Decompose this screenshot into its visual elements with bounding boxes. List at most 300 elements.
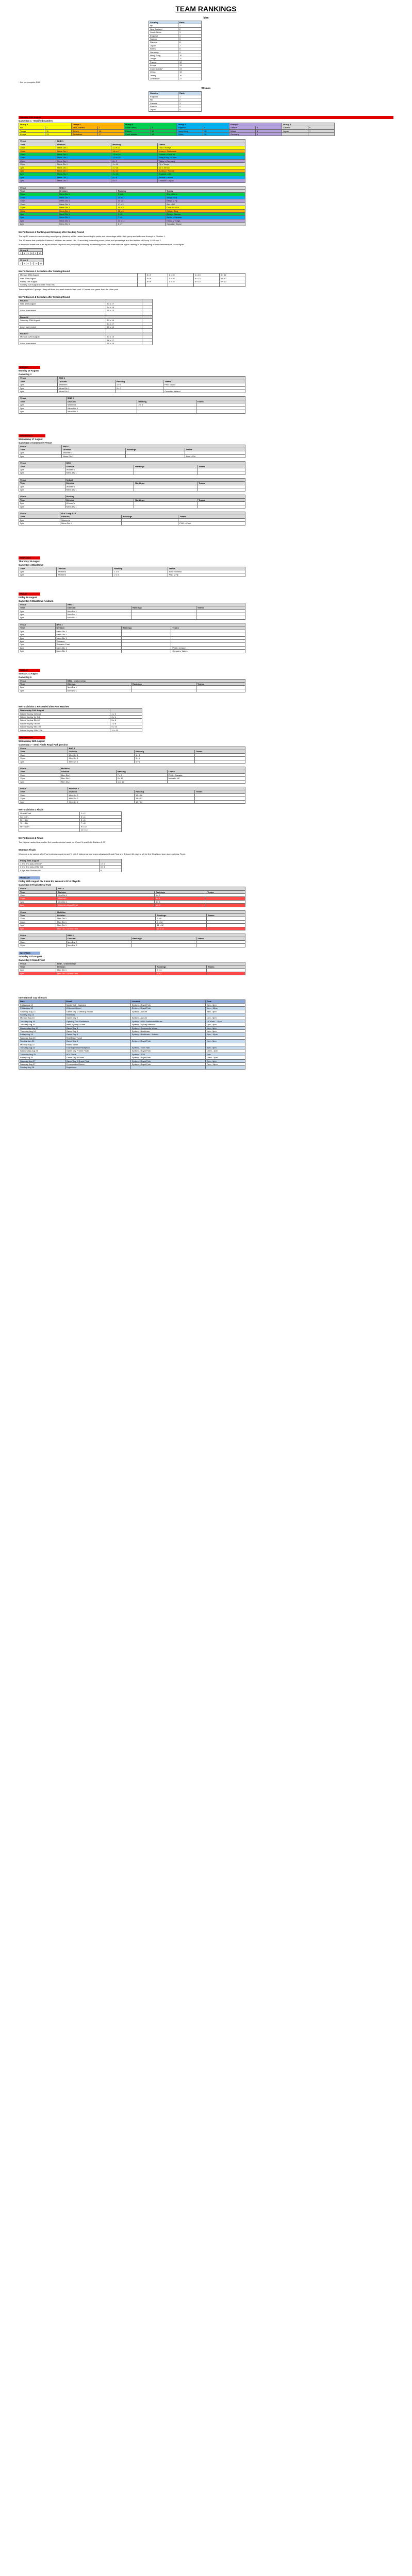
table-cell: Game Day 2 [65,1016,130,1020]
table-cell: Time [19,965,56,969]
table-cell: 12pm [19,757,68,760]
table-cell [122,522,178,525]
table-cell: Time [19,626,56,630]
table-cell: 15 v 13 [106,309,142,312]
table-cell: Mens Div 1 [58,386,116,389]
table-cell: Women's [67,403,137,406]
table-cell: 3pm [19,630,56,633]
table-cell: 15 v 14 [135,800,195,803]
table-cell: Wed 17th August [19,302,106,306]
table-cell: 14 [151,132,177,135]
table-cell: 9 v 10 [116,777,167,780]
table-cell: Monday Aug 15 [19,1016,65,1020]
table-cell: TNG v Kenya [157,146,245,149]
table-cell [207,972,245,975]
table-cell: 2pm [19,502,65,505]
ranking-section [19,230,393,266]
table-cell: Zim v NZ [166,202,245,206]
table-cell: 3pm [19,386,58,389]
table-cell: Sunday Aug 28 [19,1066,65,1069]
table-cell [196,410,245,413]
table-cell [206,904,245,907]
wednesday-sub1: Wednesday 17 August [19,437,43,440]
table-cell: Men Div 2 [68,797,135,800]
table-row [19,488,245,491]
table-cell: 10am - 4pm [205,1049,245,1053]
table-cell: Wales [229,129,256,132]
table-cell: Hong Kong v China [157,156,245,159]
table-cell: Kenya v Tonga [166,219,245,222]
table-cell: 5 v 7 [116,386,163,389]
table-cell: BND 1 [62,445,245,448]
table-cell: Venue [19,767,60,770]
reseed-heading: Men's Division 1 Re-seeded after Pool Matches [19,705,69,708]
table-cell: 11am [19,156,56,159]
table-cell: Division [65,498,134,501]
table-cell: Time [19,937,67,940]
table-cell: Multiline 2 [68,787,245,790]
table-cell: Presentation Dinner [65,1063,130,1066]
table-cell: Venue [19,787,68,790]
table-cell: Teams [157,143,245,146]
table-cell: Canada [149,101,178,105]
table-cell: 6pm - 10pm [205,1007,245,1010]
itinerary-table [19,999,245,1070]
table-cell: PNG v Aust [163,383,245,386]
table-cell: Division [68,790,135,793]
div2-heading: Men's Division 2 Schedule after Seeding Round [19,295,70,298]
table-cell: 5 v 6 [135,760,195,763]
table-cell: Ranking [135,790,195,793]
table-cell: Ranking [113,567,168,570]
table-cell: 5pm [19,636,56,639]
table-cell: 4pm [19,927,56,930]
table-cell: 11 v 12 [79,828,121,832]
table-cell: 2pm [19,403,67,406]
table-cell: France v Cook Isl [157,153,245,156]
table-cell: Time [19,143,56,146]
table-cell [130,1066,205,1069]
table-cell: Samoa [149,38,178,41]
table-cell: 7pm [19,643,56,646]
table-cell: BND 1 [66,603,245,606]
table-cell: 5 v 6 [110,719,142,722]
table-row [19,689,245,692]
table-cell: 11am [19,753,68,756]
table-cell: Teams [197,482,245,485]
table-cell: Event [65,1000,130,1003]
table-cell: France [124,129,151,132]
table-cell: 3 [151,126,177,129]
table-cell: Time [19,606,67,609]
table-cell: Venue [19,377,58,380]
seeding-groups-table [19,123,335,137]
table-cell: BND 1 [56,140,245,143]
friday-sub2: Game Day 5 Blacktown / Auburn [19,599,54,602]
table-cell: Japan v Canada [166,216,245,219]
table-row [19,251,43,255]
table-cell: Men Div 1 [68,757,135,760]
thursday-section [19,556,393,577]
table-cell: Mens Div 1 [56,163,111,166]
table-cell: Mens Div 1 [62,454,126,457]
table-cell: 1 [178,24,202,27]
table-cell: Fiji v Tonga [157,163,245,166]
bnd1-saturday-table [19,139,245,182]
table-cell: Ranking [135,750,195,753]
table-cell: 3pm [19,179,56,182]
table-cell: Game Day 3 [65,1026,130,1029]
table-cell: 4pm [19,390,58,393]
table-cell: 7 v 8 [110,722,142,725]
table-cell: Time [19,498,65,501]
table-cell [121,650,171,653]
table-cell: Zimbabwe [72,132,98,135]
table-cell: 10am [19,193,58,196]
women-finals-section [19,848,393,873]
table-cell: 3 v 4 [99,866,121,869]
table-cell [142,342,153,345]
table-cell: Saturday Aug 13 [19,1010,65,1013]
table-cell: 17 [178,77,202,80]
table-cell: 4pm [19,471,65,474]
table-cell [196,944,245,947]
table-cell: 2pm [19,468,65,471]
table-cell: 11 v 12 [156,924,207,927]
sat27-bar: SAT27AUG [19,952,40,955]
fri26-bar: FRI26AUG [19,876,40,879]
wed24-bar: WEDNESDAY [19,736,45,739]
table-cell: Venue [19,140,56,143]
table-cell: England [149,34,178,37]
wed24-section [19,736,393,804]
table-cell: 11 [45,129,72,132]
table-cell: Mens Div 1 [58,196,117,199]
table-cell: Sydney - Royal Park [130,1007,205,1010]
table-cell: 4 v 13 [193,277,219,280]
table-cell: Multiline [56,910,245,913]
schedule-heading: Men's Division 1 Schedule after Seeding Round [19,270,70,273]
table-cell: 3 v 4 [156,969,207,972]
wed-venue5-table [19,512,245,526]
table-cell: 5 v 12 [219,277,245,280]
table-cell: Germany [229,132,256,135]
table-cell: Mens Div 1 [67,410,137,413]
wednesday-section [19,434,393,526]
table-cell [196,689,245,692]
table-cell: Wednesday 24th August [19,709,110,712]
table-cell: 15 v 14 [106,326,142,329]
table-cell: Kenya v Fiji [166,199,245,202]
table-row [19,410,245,413]
document [19,0,393,1070]
table-cell: 3pm [19,488,65,491]
table-cell: Tuesday Aug 16 [19,1023,65,1026]
table-cell: Mens Div 1 [55,636,121,639]
table-cell: Time [19,515,60,518]
table-cell: 1 v 4 [116,383,163,386]
group-2-table [19,258,44,265]
table-cell: Departures [65,1066,130,1069]
table-cell: 6 [26,262,30,265]
thursday-table [19,567,245,577]
table-cell: 12pm [19,159,56,162]
table-cell: Tonga [19,129,45,132]
table-cell: 7 v 8 [156,917,207,920]
table-cell [131,944,196,947]
table-row [149,108,202,111]
table-cell: Men Div 1 [66,616,131,619]
table-cell: 5 Bye and Finishes 5th [19,869,100,872]
table-cell [196,616,245,619]
wednesday-bar: WEDNESDAY [19,434,45,437]
table-cell: Game Day 8 Finals [65,1056,130,1059]
friday-bnd1-table [19,603,245,620]
table-cell: 3pm [19,505,65,508]
table-row [19,869,122,872]
women-heading: Women [201,87,211,91]
table-cell: Time [19,190,58,193]
table-cell: PNG v Cook [178,522,245,525]
table-cell: 7 v 8 [116,773,167,776]
schedule-section [19,269,393,291]
table-cell: 4pm [19,410,67,413]
table-cell: Mens Div 1 [56,149,111,152]
table-cell: 4 [178,105,202,108]
table-cell: Men Div 1 [66,686,131,689]
table-cell: Rank [178,92,202,95]
table-cell: 7 [30,262,34,265]
fri26-multiline-table [19,910,245,930]
table-cell: Mens Div 1 [58,212,117,215]
table-row [19,179,245,182]
table-cell: Sydney - Town Hall [130,1046,205,1049]
table-cell: 5th v 6th [19,818,80,821]
table-cell: 1 v 2 [154,893,206,896]
table-cell: Mens Div 1 [65,488,134,491]
table-cell: Women's [57,897,155,900]
table-cell: Netball [65,478,245,481]
bnd2-saturday-table [19,186,245,226]
table-cell: 13 [178,64,202,67]
table-cell: Teams [196,606,245,609]
table-cell: Men Div 1 [60,780,116,783]
table-cell: Mens Div 1 [60,522,122,525]
table-cell: 10.30am - 12pm [205,1020,245,1023]
table-cell: 5 v 12 [219,280,245,283]
table-cell: England [149,95,178,98]
table-cell: Canada v Ireland [163,390,245,393]
table-cell: Group 4 [177,123,229,126]
table-cell: Sydney - Royal Park [130,1049,205,1053]
table-cell: 12pm [19,944,67,947]
table-cell: Canada v Japan [157,179,245,182]
sat27-section [19,952,393,976]
table-cell: Mens Div 1 [56,153,111,156]
table-cell: BND 2 [58,186,245,189]
table-cell: 9 [178,50,202,54]
table-cell: Group 2 [19,259,44,262]
table-cell: Zimbabwe [149,77,178,80]
table-cell: 2pm [19,904,57,907]
table-row [19,1066,245,1069]
table-cell: South Africa [124,126,151,129]
table-cell: Venue [19,679,67,682]
table-cell: 5 [178,38,202,41]
table-cell: Japan [149,44,178,47]
table-cell: Country [149,92,178,95]
table-cell: 4 [178,34,202,37]
table-row [19,262,44,265]
table-cell: S Africa v France [157,170,245,173]
table-cell: 11am [19,153,56,156]
table-cell: Rest Day / Travel [65,1036,130,1039]
table-cell: 13 [45,132,72,135]
table-cell: Women's [56,570,113,573]
table-cell: Teams [195,790,245,793]
table-cell: 12 [178,60,202,63]
table-cell: 1pm [19,212,58,215]
fri26-sub2: Game Day 8 Finals Royal Park [19,884,51,887]
table-cell: Ruckley [65,495,245,498]
table-cell: Game Day 7 Semi Finals [65,1049,130,1053]
table-cell: Rest Day [65,1013,130,1016]
table-cell: 5pm [19,616,67,619]
table-cell: Division [62,448,126,451]
table-cell [168,283,193,286]
table-cell: Men Div 1 [68,753,135,756]
table-cell: England v HK [157,173,245,176]
table-cell: Women's [62,451,126,454]
table-cell: Monday 15th August [19,274,138,277]
table-cell: 3 v 12 [111,170,157,173]
table-cell: Monday Aug 22 [19,1043,65,1046]
table-cell [193,283,219,286]
table-cell: 7 v 8 [79,822,121,825]
table-cell: Jersey v Zimbabwe [157,149,245,152]
table-cell: 1pm [19,170,56,173]
table-cell: Wednesday Aug 24 [19,1049,65,1053]
table-cell: Game Day 5 [65,1033,130,1036]
table-cell: 2pm [19,518,60,521]
schedule-table [19,273,245,287]
table-cell: 1 v 16 [168,274,193,277]
table-cell: 1 v 2 [110,712,142,715]
table-cell: 1 v 2 [156,972,207,975]
table-cell: Division [67,400,137,403]
table-cell: PNG v Canada [167,773,245,776]
table-cell: BND 2 [66,934,245,937]
table-cell: New Zealand [72,126,98,129]
table-cell: 10 vs 15 [111,156,157,159]
table-cell: 7 [178,44,202,47]
table-cell [197,471,245,474]
table-cell [207,927,245,930]
table-cell: Men Div 1 [57,900,155,903]
table-cell: Men Div 1 [57,893,155,896]
table-cell: Women's [65,485,134,488]
table-cell: Samoa [229,126,256,129]
table-cell: Time [19,567,57,570]
table-cell: Group 1 [19,248,43,251]
table-cell: Mens Div 1 [56,170,111,173]
table-cell: 2pm [19,451,62,454]
table-cell: Opening Tour Parliament [65,1020,130,1023]
table-cell: Group 1 [19,123,72,126]
sunday-bar: SUNDAY [19,669,40,672]
table-cell: Venue [19,623,56,626]
table-cell: 8 v 9 [145,277,168,280]
table-cell: 10am [19,146,56,149]
table-cell: BND 1 [57,887,245,890]
table-cell: Womens [55,639,121,642]
table-cell: 13 v 17 [106,302,142,306]
table-cell: 10am - 5pm [205,1056,245,1059]
table-cell: 3rd v 4th [19,815,80,818]
table-cell: Mens Div 1 [58,199,117,202]
table-cell: 7 [308,129,335,132]
table-cell: Division [66,682,131,685]
table-cell: Ranking [116,770,167,773]
table-cell: Rankings [134,465,197,468]
table-cell: Winner to play for 3rd [19,715,110,718]
table-cell: Ireland v NZ [167,777,245,780]
sunday-section [19,669,393,693]
table-cell: Division [57,890,155,893]
table-cell: 12pm [19,777,60,780]
table-cell: France [149,60,178,63]
table-cell: Men Div 1 Grand Final [56,972,156,975]
table-cell: 4 v 10 [111,173,157,176]
table-row [19,828,122,832]
table-cell: Canada v Japan [166,223,245,226]
table-cell [195,760,245,763]
table-cell: Mens Div 1 [56,173,111,176]
table-cell: 7pm - 11pm [205,1063,245,1066]
fri26-bnd1-table [19,887,245,907]
table-cell: Sunday Aug 21 [19,1040,65,1043]
table-cell: Teams [171,626,245,630]
table-cell: Rankings [126,448,185,451]
table-cell: Teams [206,890,245,893]
table-row [19,454,245,457]
table-cell: Venue [19,512,60,515]
table-cell: China [177,132,203,135]
table-cell: Germ v Samoa [166,212,245,215]
table-cell: 5 v 6 [79,818,121,821]
table-cell: 7th v 8th [19,822,80,825]
table-cell: Teams [197,498,245,501]
monday-bnd1-table [19,376,245,393]
table-cell: 16 [178,74,202,77]
table-cell [116,390,163,393]
wed24-bnd1-table [19,747,245,764]
wednesday-sub2: Game Day 3 Community Venue [19,441,52,444]
table-cell: Venue [19,495,65,498]
table-cell: Round 2 [19,315,106,318]
table-cell: 10 [34,262,38,265]
thursday-sub1: Thursday 18 August [19,560,41,563]
table-row [19,505,245,508]
table-cell: 2pm [19,570,57,573]
table-cell: 9pm [19,650,56,653]
women-ranking-table [149,91,202,111]
table-cell [134,471,197,474]
table-cell: 4pm [19,633,56,636]
table-cell: Mens Div 1 [58,216,117,219]
table-cell: BLK Loop BYB [60,512,245,515]
table-cell: Loser over match [19,342,106,345]
